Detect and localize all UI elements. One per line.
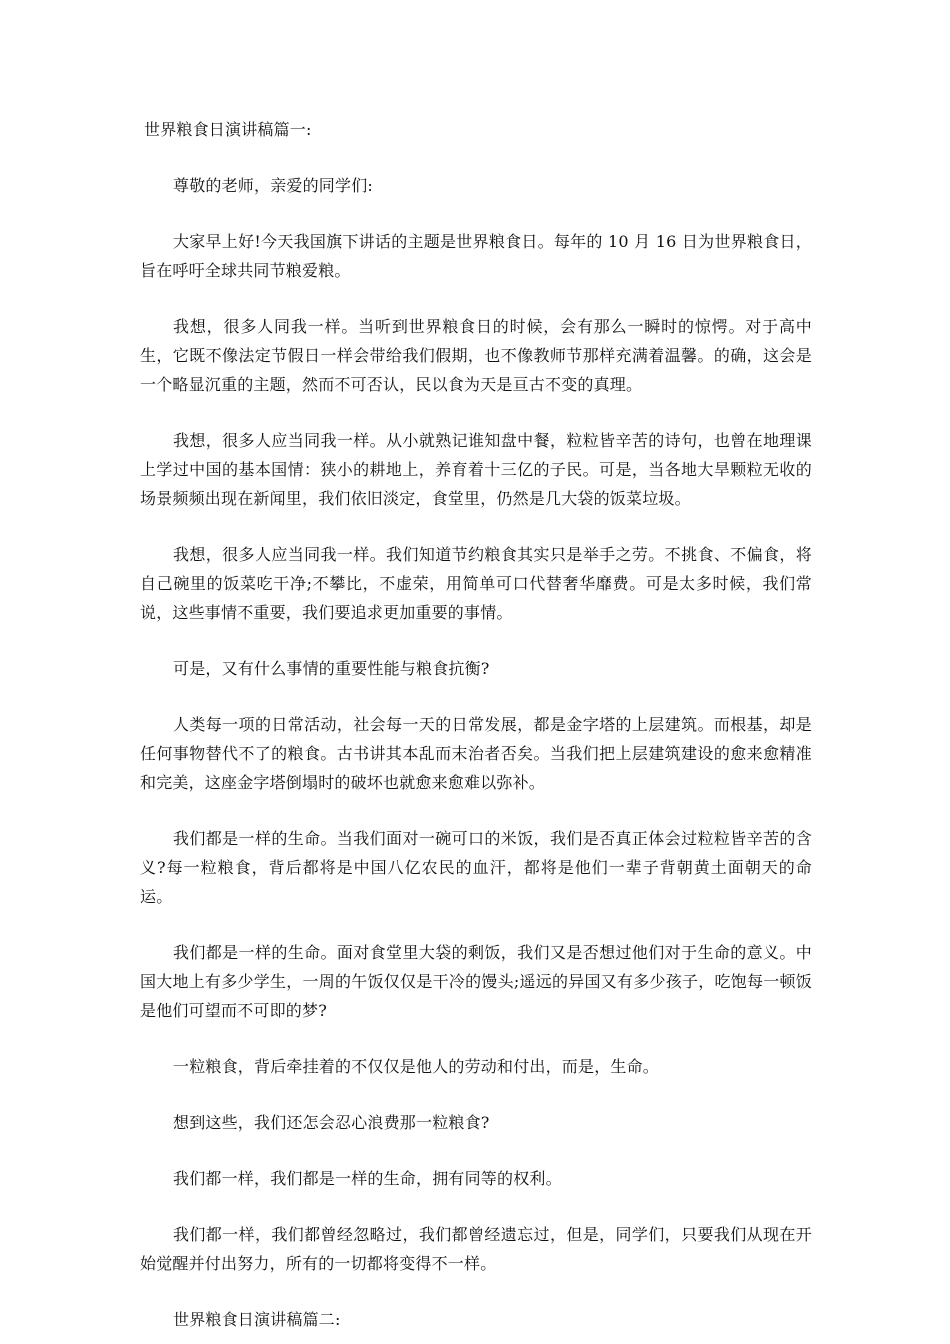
- paragraph: 我们都一样，我们都是一样的生命，拥有同等的权利。: [173, 1169, 562, 1188]
- document-body: [140, 115, 812, 1334]
- paragraph-question: 可是，又有什么事情的重要性能与粮食抗衡?: [173, 659, 490, 678]
- paragraph: 我想，很多人应当同我一样。我们知道节约粮食其实只是举手之劳。不挑食、不偏食，将自己碗里的饭菜吃干净;不攀比，不虚荣，用简单可口代替奢华靡费。可是太多时候，我们常说，这些事情不重要，我们要追求更加重要的事情。: [140, 545, 812, 622]
- paragraph: 我想，很多人同我一样。当听到世界粮食日的时候，会有那么一瞬时的惊愕。对于高中生，它既不像法定节假日一样会带给我们假期，也不像教师节那样充满着温馨。的确，这会是一个略显沉重的主题，然而不可否认，民以食为天是亘古不变的真理。: [140, 317, 812, 394]
- section-heading-2: 世界粮食日演讲稿篇二:: [173, 1310, 341, 1329]
- paragraph: 我们都是一样的生命。当我们面对一碗可口的米饭，我们是否真正体会过粒粒皆辛苦的含义?每一粒粮食，背后都将是中国八亿农民的血汗，都将是他们一辈子背朝黄土面朝天的命运。: [140, 829, 812, 906]
- paragraph: 一粒粮食，背后牵挂着的不仅仅是他人的劳动和付出，而是，生命。: [173, 1057, 660, 1076]
- paragraph: 我们都一样，我们都曾经忽略过，我们都曾经遗忘过，但是，同学们，只要我们从现在开始觉醒并付出努力，所有的一切都将变得不一样。: [140, 1225, 812, 1273]
- paragraph-greeting: 大家早上好!今天我国旗下讲话的主题是世界粮食日。每年的 10 月 16 日为世界粮食日，旨在呼吁全球共同节粮爱粮。: [140, 232, 812, 280]
- paragraph: 想到这些，我们还怎会忍心浪费那一粒粮食?: [173, 1113, 490, 1132]
- section-heading-1: 世界粮食日演讲稿篇一:: [144, 120, 312, 139]
- paragraph: 我们都是一样的生命。面对食堂里大袋的剩饭，我们又是否想过他们对于生命的意义。中国大地上有多少学生，一周的午饭仅仅是干冷的馒头;遥远的异国又有多少孩子，吃饱每一顿饭是他们可望而不可即的梦?: [140, 943, 812, 1020]
- paragraph: 人类每一项的日常活动，社会每一天的日常发展，都是金字塔的上层建筑。而根基，却是任何事物替代不了的粮食。古书讲其本乱而末治者否矣。当我们把上层建筑建设的愈来愈精准和完美，这座金字塔倒塌时的破坏也就愈来愈难以弥补。: [140, 715, 812, 792]
- paragraph: 我想，很多人应当同我一样。从小就熟记谁知盘中餐，粒粒皆辛苦的诗句，也曾在地理课上学过中国的基本国情：狭小的耕地上，养育着十三亿的子民。可是，当各地大旱颗粒无收的场景频频出现在新闻里，我们依旧淡定，食堂里，仍然是几大袋的饭菜垃圾。: [140, 431, 812, 508]
- salutation: 尊敬的老师，亲爱的同学们:: [173, 176, 373, 195]
